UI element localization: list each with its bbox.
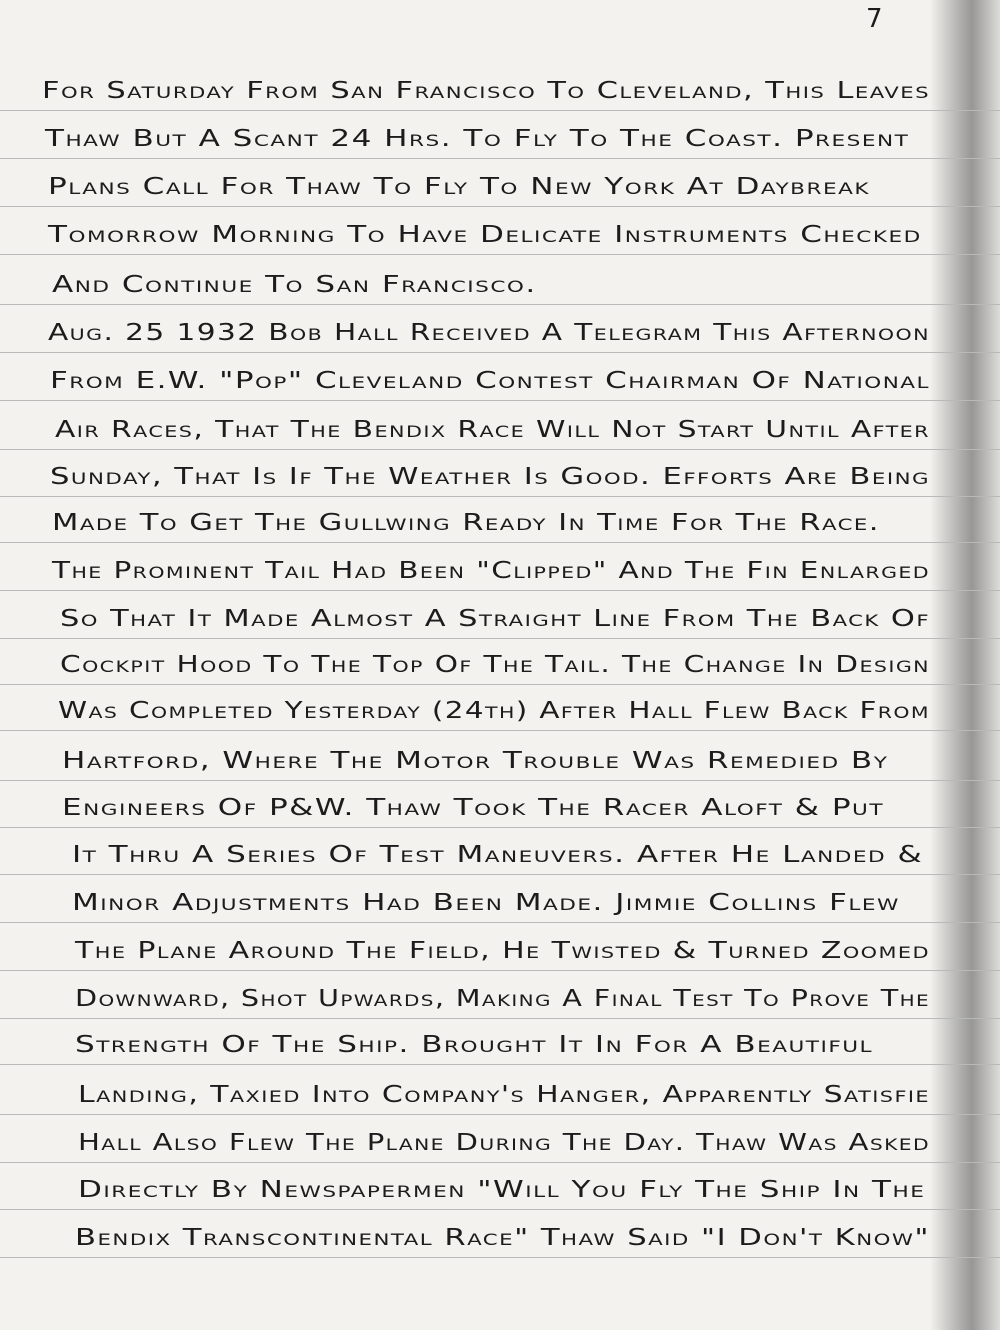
- ruled-line: [0, 638, 1000, 639]
- page-number: 7: [866, 4, 883, 34]
- text-line: Bendix Transcontinental Race" Thaw Said "I Don't Know": [75, 1225, 930, 1251]
- text-line: The Plane Around The Field, He Twisted & Turned Zoomed: [75, 938, 930, 964]
- ruled-line: [0, 684, 1000, 685]
- ruled-line: [0, 542, 1000, 543]
- ruled-line: [0, 590, 1000, 591]
- text-line: Hartford, Where The Motor Trouble Was Remedied By: [62, 748, 889, 774]
- text-line: Strength Of The Ship. Brought It In For A Beautiful: [75, 1032, 874, 1058]
- text-line: Hall Also Flew The Plane During The Day. Thaw Was Asked: [78, 1130, 930, 1156]
- text-line: Cockpit Hood To The Top Of The Tail. The Change In Design: [60, 652, 930, 678]
- ruled-line: [0, 1209, 1000, 1210]
- text-line: Landing, Taxied Into Company's Hanger, Apparently Satisfie: [78, 1082, 930, 1108]
- text-line: It Thru A Series Of Test Maneuvers. After He Landed &: [72, 842, 924, 868]
- ruled-line: [0, 827, 1000, 828]
- ruled-line: [0, 1064, 1000, 1065]
- text-line: Aug. 25 1932 Bob Hall Received A Telegram This Afternoon: [48, 320, 930, 346]
- text-line: Was Completed Yesterday (24th) After Hall Flew Back From: [58, 698, 930, 724]
- ruled-line: [0, 110, 1000, 111]
- text-line: Minor Adjustments Had Been Made. Jimmie Collins Flew: [72, 890, 900, 916]
- ruled-line: [0, 1257, 1000, 1258]
- text-line: So That It Made Almost A Straight Line From The Back Of: [60, 606, 930, 632]
- ruled-line: [0, 400, 1000, 401]
- text-line: The Prominent Tail Had Been "Clipped" And The Fin Enlarged: [52, 558, 930, 584]
- ruled-line: [0, 730, 1000, 731]
- ruled-line: [0, 1018, 1000, 1019]
- ruled-line: [0, 780, 1000, 781]
- ruled-line: [0, 352, 1000, 353]
- text-line: Plans Call For Thaw To Fly To New York At Daybreak: [48, 174, 871, 200]
- text-line: Engineers Of P&W. Thaw Took The Racer Aloft & Put: [62, 795, 885, 821]
- text-line: Thaw But A Scant 24 Hrs. To Fly To The Coast. Present: [45, 126, 910, 152]
- text-line: Made To Get The Gullwing Ready In Time For The Race.: [52, 510, 880, 536]
- text-line: Directly By Newspapermen "Will You Fly The Ship In The: [78, 1177, 926, 1203]
- text-line: Tomorrow Morning To Have Delicate Instruments Checked: [48, 222, 922, 248]
- ruled-line: [0, 254, 1000, 255]
- ruled-line: [0, 206, 1000, 207]
- text-line: Downward, Shot Upwards, Making A Final Test To Prove The: [75, 986, 930, 1012]
- ruled-line: [0, 304, 1000, 305]
- text-line: For Saturday From San Francisco To Cleveland, This Leaves: [42, 78, 930, 104]
- ruled-line: [0, 158, 1000, 159]
- text-line: Sunday, That Is If The Weather Is Good. Efforts Are Being: [50, 464, 930, 490]
- ruled-line: [0, 1162, 1000, 1163]
- ruled-line: [0, 1114, 1000, 1115]
- ruled-line: [0, 449, 1000, 450]
- text-line: From E.W. "Pop" Cleveland Contest Chairman Of National: [50, 368, 931, 394]
- ruled-line: [0, 922, 1000, 923]
- text-line: Air Races, That The Bendix Race Will Not Start Until After: [55, 417, 930, 443]
- text-line: And Continue To San Francisco.: [52, 272, 537, 298]
- ruled-line: [0, 970, 1000, 971]
- page-edge-shadow: [930, 0, 1000, 1330]
- ruled-line: [0, 874, 1000, 875]
- ruled-line: [0, 496, 1000, 497]
